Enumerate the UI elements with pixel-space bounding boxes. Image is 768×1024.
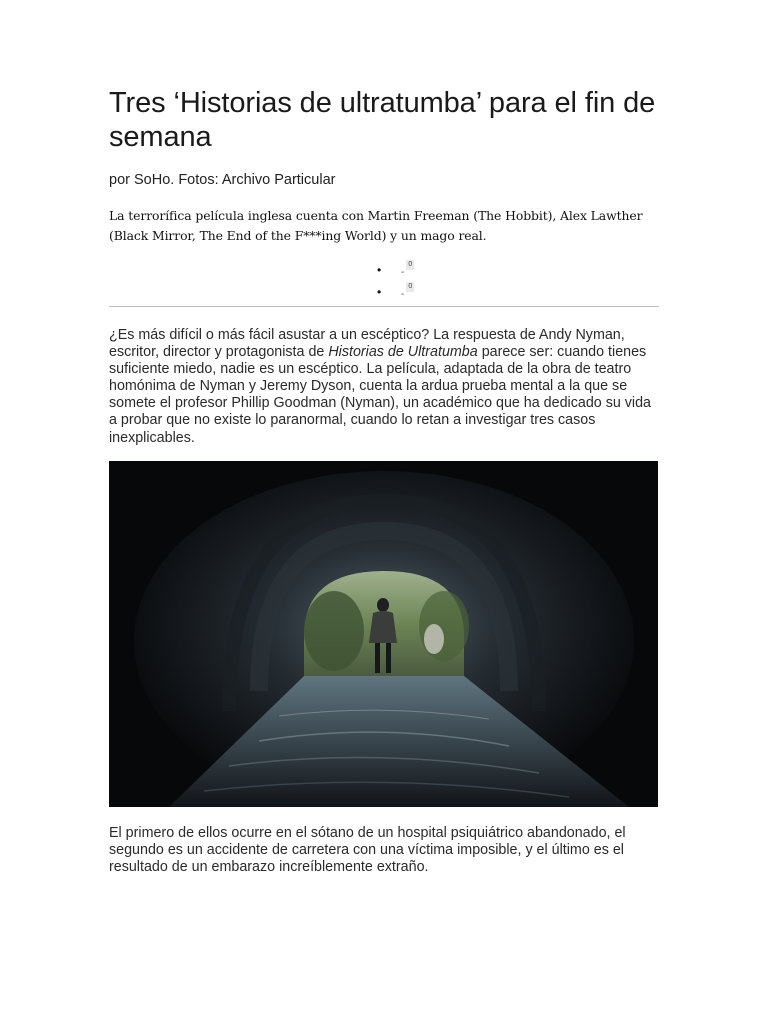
article-photo-tunnel (109, 461, 658, 807)
divider (109, 306, 659, 307)
article-lede: La terrorífica película inglesa cuenta con Martin Freeman (The Hobbit), Alex Lawther (Black Mirror, The End of the F***ing World) y un mago real. (109, 208, 643, 243)
paragraph-text: ¿Es más difícil o más fácil asustar a un escéptico? La respuesta de Andy Nyman, escritor, director y protagonista de (109, 327, 625, 361)
article-byline: por SoHo. Fotos: Archivo Particular (109, 172, 336, 188)
article-title: Tres ‘Historias de ultratumba’ para el fin de semana (109, 87, 656, 153)
tunnel-illustration (109, 461, 658, 807)
bullet-icon: • (377, 263, 382, 277)
share-count: 0 (408, 283, 413, 290)
dash: - (401, 289, 405, 300)
share-counters (377, 262, 414, 306)
paragraph-cases: El primero de ellos ocurre en el sótano de un hospital psiquiátrico abandonado, el segundo es un accidente de carretera con una víctima imposible, y el último es el resultado de un embarazo increíblemente extraño. (109, 825, 626, 876)
share-item[interactable] (377, 262, 414, 284)
film-title-italic: Historias de Ultratumba (328, 344, 478, 361)
dash: - (401, 267, 405, 278)
paragraph-intro (109, 327, 659, 447)
bullet-icon: • (377, 285, 382, 299)
paragraph-text: parece ser: cuando tienes suficiente miedo, nadie es un escéptico. La película, adaptada de la obra de teatro homónima de Nyman y Jeremy Dyson, cuenta la ardua prueba mental a la que se somete el profesor Phillip Goodman (Nyman), un académico que ha dedicado su vida a probar que no existe lo paranormal, cuando lo retan a investigar tres casos inexplicables. (109, 344, 651, 446)
share-item[interactable] (377, 284, 414, 306)
share-count: 0 (408, 261, 413, 268)
